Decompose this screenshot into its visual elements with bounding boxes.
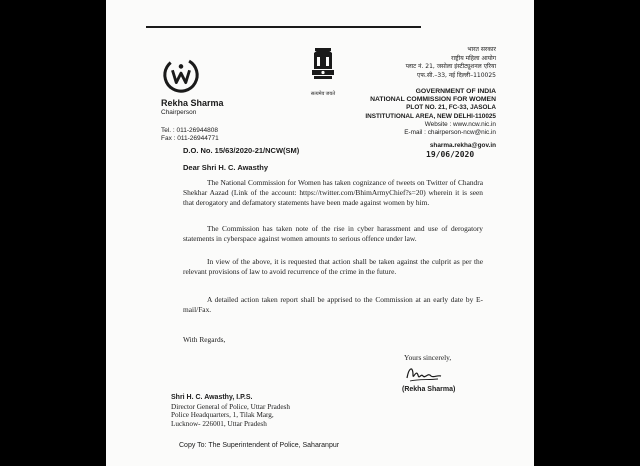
email-secondary: sharma.rekha@gov.in bbox=[429, 142, 496, 149]
sender-title: Chairperson bbox=[161, 109, 197, 116]
letter-page bbox=[106, 0, 534, 466]
paragraph: In view of the above, it is requested that action shall be taken against the culprit as per the relevant provisions of law to avoid recurrence of the crime in the future. bbox=[183, 257, 483, 276]
fax-number: Fax : 011-26944771 bbox=[161, 135, 219, 142]
hindi-line: राष्ट्रीय महिला आयोग bbox=[451, 54, 496, 62]
hindi-letterhead bbox=[326, 46, 496, 80]
signed-name: (Rekha Sharma) bbox=[402, 386, 456, 393]
do-number: D.O. No. 15/63/2020-21/NCW(SM) bbox=[183, 146, 300, 155]
paragraph: A detailed action taken report shall be apprised to the Commission at an early date by E-mail/Fax. bbox=[183, 295, 483, 314]
regards: With Regards, bbox=[183, 335, 226, 344]
copy-to: Copy To: The Superintendent of Police, Saharanpur bbox=[179, 442, 340, 449]
address-plot: PLOT NO. 21, FC-33, JASOLA bbox=[406, 104, 496, 112]
english-letterhead bbox=[306, 88, 496, 137]
hindi-line: एफ.सी.–33, नई दिल्ली–110025 bbox=[417, 71, 496, 79]
paragraph: The National Commission for Women has taken cognizance of tweets on Twitter of Chandra Shekhar Aazad (Link of the account: https://twitter.com/BhimArmyChief?s=20) wherein it is seen that derogatory and defamatory statements have been made against women by him. bbox=[183, 178, 483, 207]
addressee-name: Shri H. C. Awasthy, I.P.S. bbox=[171, 394, 253, 401]
contact-numbers bbox=[161, 127, 219, 143]
hindi-line: भारत सरकार bbox=[467, 46, 496, 53]
salutation: Dear Shri H. C. Awasthy bbox=[183, 163, 269, 172]
top-rule bbox=[146, 26, 421, 28]
addressee-line: Police Headquarters, 1, Tilak Marg, bbox=[171, 411, 274, 420]
ncw-logo-icon bbox=[162, 56, 200, 94]
emblem-caption: सत्यमेव जयते bbox=[310, 92, 336, 97]
sender-block bbox=[161, 98, 224, 116]
closing: Yours sincerely, bbox=[404, 353, 452, 362]
addressee-line: Lucknow- 226001, Uttar Pradesh bbox=[171, 419, 267, 428]
website: Website : www.ncw.nic.in bbox=[424, 120, 496, 128]
addressee-block bbox=[171, 394, 290, 428]
sender-name: Rekha Sharma bbox=[161, 98, 224, 108]
signature-icon bbox=[404, 363, 444, 385]
hindi-line: प्लाट नं. 21, जसोला इंस्टीट्यूशनल एरिया bbox=[405, 63, 496, 70]
addressee-line: Director General of Police, Uttar Pradesh bbox=[171, 402, 290, 411]
tel-number: Tel. : 011-26944808 bbox=[161, 127, 218, 134]
gov-name: GOVERNMENT OF INDIA bbox=[415, 88, 496, 95]
paragraph: The Commission has taken note of the rise in cyber harassment and use of derogatory statements in cyberspace against women amounts to serious offence under law. bbox=[183, 224, 483, 243]
letter-date: 19/06/2020 bbox=[426, 150, 475, 159]
address-area: INSTITUTIONAL AREA, NEW DELHI-110025 bbox=[365, 112, 496, 120]
commission-name: NATIONAL COMMISSION FOR WOMEN bbox=[370, 96, 496, 104]
email: E-mail : chairperson-ncw@nic.in bbox=[404, 129, 496, 137]
